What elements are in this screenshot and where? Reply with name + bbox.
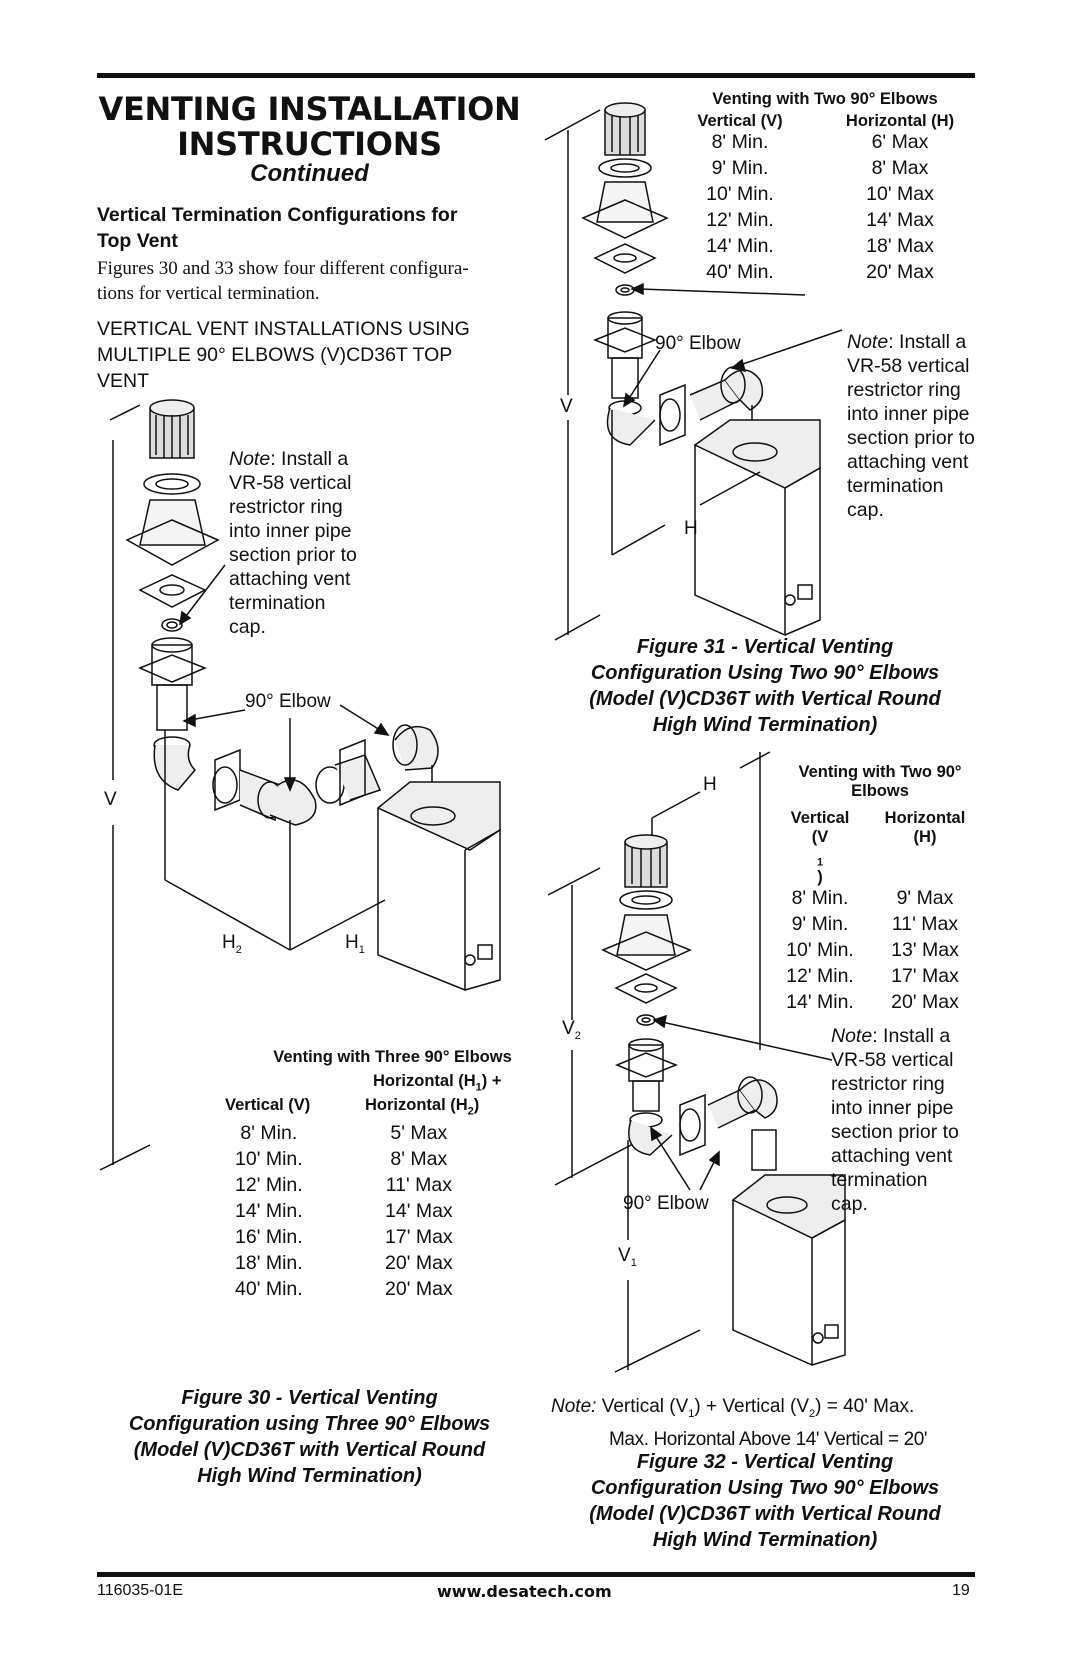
section-subheading: Vertical Termination Configurations for Top Vent xyxy=(97,204,458,252)
footer-website[interactable]: www.desatech.com xyxy=(437,1582,612,1601)
figure-32-table xyxy=(775,763,985,1017)
table-col1-header: Vertical (V) xyxy=(697,112,783,130)
table-col2-header-line2: Horizontal $(H_2)$ xyxy=(365,1096,480,1118)
table-row: 40' Min. 20' Max xyxy=(706,261,934,283)
figure-32-max-note: Note: Vertical $(V_1)$ + Vertical $(V_2) = 40'$ Max. Max. Horizontal Above 14' Vertical = 20' xyxy=(551,1396,928,1450)
figure-32-note: Note: Install a VR-58 vertical restrictor ring into inner pipe section prior to attaching vent termination cap. xyxy=(831,1025,959,1215)
table-col1-header-unit: (V $_1$ ) xyxy=(811,828,829,887)
table-row: 12' Min. 14' Max xyxy=(706,209,934,231)
figure-30-elbow-label: 90° Elbow xyxy=(245,691,331,712)
table-row: 40' Min. 20' Max xyxy=(235,1278,453,1300)
table-row: 8' Min. 9' Max xyxy=(791,887,954,910)
figure-30-caption: Figure 30 - Vertical Venting Configuration using Three 90° Elbows (Model (V)CD36T with Vertical Round High Wind Termination) xyxy=(128,1387,491,1487)
table-col2-header: Horizontal xyxy=(884,809,966,827)
table-row: 10' Min. 13' Max xyxy=(786,939,959,962)
footer-page-number: 19 xyxy=(952,1582,970,1599)
table-row: 14' Min. 14' Max xyxy=(235,1200,453,1222)
table-row: 9' Min. 8' Max xyxy=(711,157,929,179)
table-col2-header: Horizontal (H) xyxy=(845,112,955,130)
table-col2-header-line1: Horizontal $(H_1)$ + xyxy=(373,1072,502,1094)
table-col1-header: Vertical (V) xyxy=(225,1096,311,1114)
table-title: Venting with Two 90° Elbows xyxy=(712,90,938,108)
figure-32-h-label: H xyxy=(703,774,717,795)
table-row: 12' Min. 17' Max xyxy=(786,965,959,988)
table-col1-header: Vertical xyxy=(790,809,850,827)
footer-doc-number: 116035-01E xyxy=(97,1582,183,1599)
section-caps-heading: VERTICAL VENT INSTALLATIONS USING MULTIPLE 90° ELBOWS (V)CD36T TOP VENT xyxy=(97,318,470,392)
table-title: Venting with Three 90° Elbows xyxy=(273,1048,512,1066)
table-row: 10' Min. 10' Max xyxy=(706,183,934,205)
table-row: 14' Min. 20' Max xyxy=(786,991,959,1014)
continued-label: Continued xyxy=(250,160,369,187)
table-row: 18' Min. 20' Max xyxy=(235,1252,453,1274)
figure-30-note: Note: Install a VR-58 vertical restrictor ring into inner pipe section prior to attaching vent termination cap. xyxy=(229,448,357,638)
figure-32-caption: Figure 32 - Vertical Venting Configuration Using Two 90° Elbows (Model (V)CD36T with Vertical Round High Wind Termination) xyxy=(589,1451,941,1551)
page-title: VENTING INSTALLATION INSTRUCTIONS xyxy=(98,90,521,163)
figure-32-elbow-label: 90° Elbow xyxy=(623,1193,709,1214)
table-row: 9' Min. 11' Max xyxy=(791,913,959,936)
table-row: 16' Min. 17' Max xyxy=(235,1226,453,1248)
figure-31-elbow-label: 90° Elbow xyxy=(655,333,741,354)
table-title: Venting with Two 90° Elbows xyxy=(798,763,962,800)
figure-32-v1-label: $V_1$ xyxy=(618,1245,637,1269)
table-col2-header-unit: (H) xyxy=(913,828,937,846)
figure-30-v-label: V xyxy=(104,789,117,810)
table-row: 12' Min. 11' Max xyxy=(235,1174,452,1196)
figure-31-v-label: V xyxy=(560,396,573,417)
intro-paragraph: Figures 30 and 33 show four different configura- tions for vertical termination. xyxy=(97,258,469,304)
figure-32-v2-label: $V_2$ xyxy=(562,1018,581,1042)
figure-30-h1-label: $H_1$ xyxy=(345,932,365,956)
figure-31-h-label: H xyxy=(684,518,698,539)
figure-31-note: Note: Install a VR-58 vertical restrictor ring into inner pipe section prior to attaching vent termination cap. xyxy=(847,331,975,521)
bottom-rule xyxy=(97,1572,975,1577)
figure-30-h2-label: $H_2$ xyxy=(222,932,242,956)
table-row: 14' Min. 18' Max xyxy=(706,235,934,257)
table-row: 10' Min. 8' Max xyxy=(235,1148,448,1170)
table-row: 8' Min. 5' Max xyxy=(240,1122,448,1144)
figure-31-caption: Figure 31 - Vertical Venting Configuration Using Two 90° Elbows (Model (V)CD36T with Vertical Round High Wind Termination) xyxy=(589,636,941,736)
table-row: 8' Min. 6' Max xyxy=(711,131,929,153)
